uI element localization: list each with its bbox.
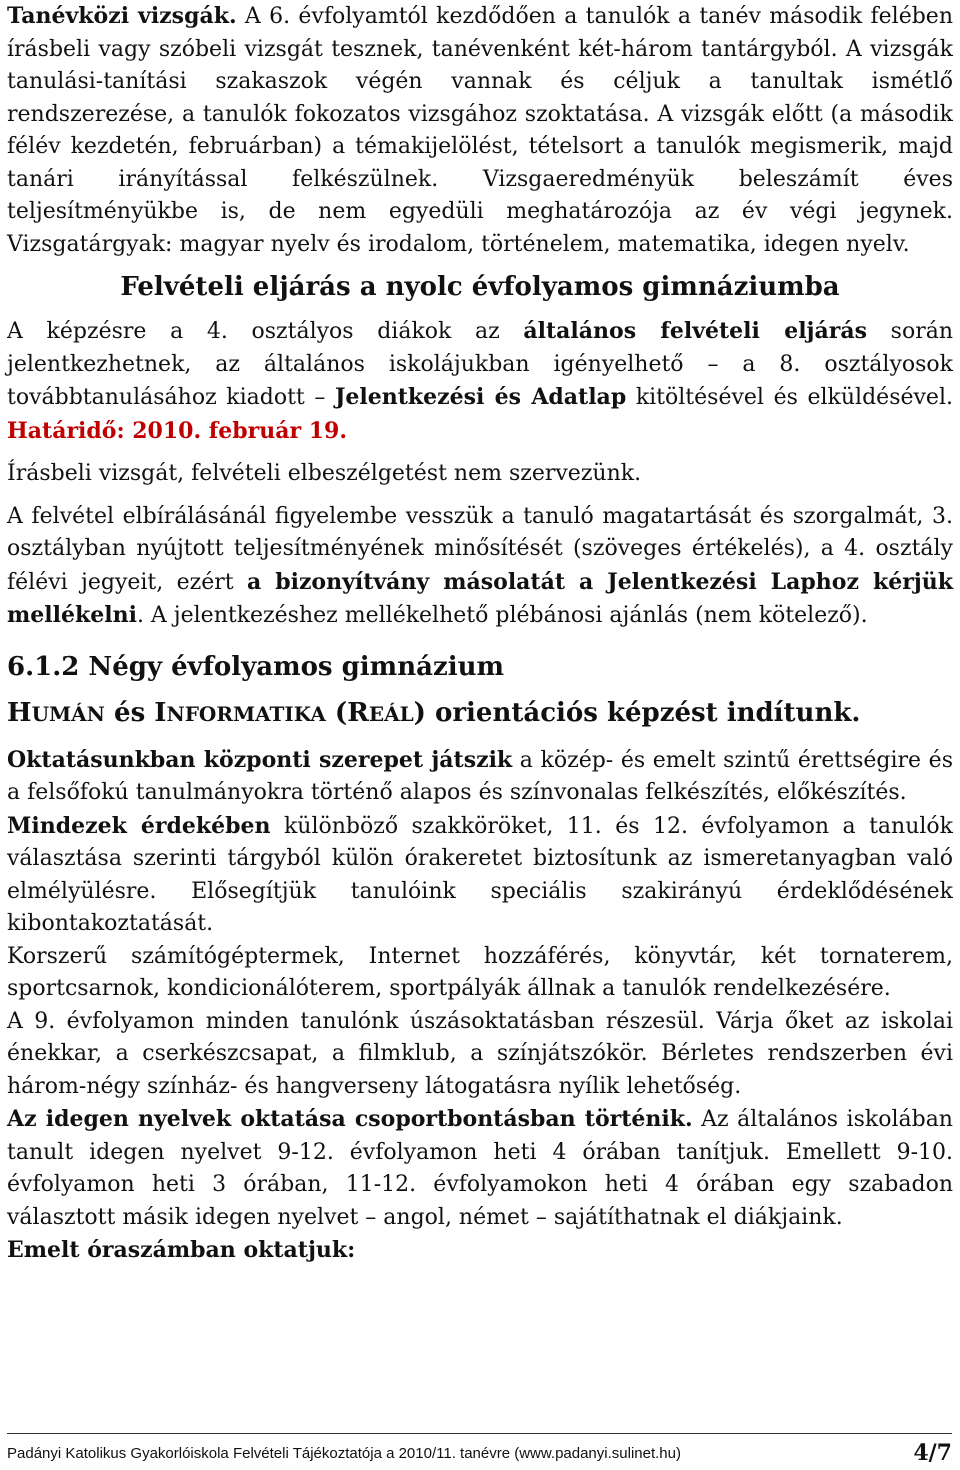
deadline-text: Határidő: 2010. február 19. — [7, 417, 348, 444]
languages-text: Az általános iskolában tanult idegen nyelvet 9-12. évfolyamon heti 4 órában tanítjuk. Emellett 9-10. évfolyamon heti 3 órában, 11-12. évfolyamokon heti 4 órában egy szabadon választott másik idegen nyelvet – angol, német – sajátíthatnak el diákjaink. — [7, 1107, 953, 1230]
admission-text-3: kitöltésével és elküldésével. — [626, 385, 953, 410]
exam-paragraph — [7, 0, 953, 261]
exam-text: A 6. évfolyamtól kezdődően a tanulók a tanév második felében írásbeli vagy szóbeli vizsgát tesznek, tanévenként két-három tantárgyból. A vizsgák tanulási-tanítási szakaszok végén vannak és céljuk a tanultak ismétlő rendszerezése, a tanulók fokozatos vizsgához szoktatása. A vizsgák előtt (a második félév kezdetén, februárban) a témakijelölést, tételsort a tanulók megismerik, majd tanári irányítással felkészülnek. Vizsgaeredményük beleszámít éves teljesítményükbe is, de nem egyedüli meghatározója az év végi jegynek. Vizsgatárgyak: magyar nyelv és irodalom, történelem, matematika, idegen nyelv. — [7, 4, 953, 257]
languages-paragraph — [7, 1103, 953, 1234]
exam-lead: Tanévközi vizsgák. — [7, 3, 237, 29]
admission-text-2: során jelentkezhetnek, az általános iskolájukban igényelhető – a 8. osztályosok továbbtanulásához kiadott – — [7, 319, 954, 410]
real-initial: R — [347, 697, 369, 728]
clubs-text: különböző szakköröket, 11. és 12. évfolyamon a tanulók választása szerinti tárgyból külön órakeretet biztosítunk az ismeretanyagban való elmélyülésre. Elősegítjük tanulóink speciális szakirányú érdeklődésének kibontakoztatását. — [7, 813, 953, 936]
clubs-paragraph — [7, 810, 953, 941]
admission-heading: Felvételi eljárás a nyolc évfolyamos gimnáziumba — [120, 272, 840, 302]
languages-bold: Az idegen nyelvek oktatása csoportbontásban történik. — [7, 1106, 693, 1132]
admission-bold-2: Jelentkezési és Adatlap — [335, 384, 627, 410]
orientation-tail: ) orientációs képzést indítunk. — [413, 697, 861, 728]
education-text: a közép- és emelt szintű érettségire és a felsőfokú tanulmányokra történő alapos és színvonalas felkészítés, előkészítés. — [7, 747, 953, 805]
facilities-paragraph: Korszerű számítógéptermek, Internet hozzáférés, könyvtár, két tornaterem, sportcsarnok, kondicionálóterem, sportpályák állnak a tanulók rendelkezésére. — [7, 943, 953, 1001]
evaluation-text-2: . A jelentkezéshez mellékelhető plébánosi ajánlás (nem kötelező). — [136, 603, 868, 628]
footer-text: Padányi Katolikus Gyakorlóiskola Felvételi Tájékoztatója a 2010/11. tanévre (www.padanyi.sulinet.hu) — [7, 1445, 681, 1462]
evaluation-paragraph — [7, 501, 953, 633]
hum-rest: UMÁN — [31, 701, 105, 726]
education-paragraph — [7, 744, 953, 810]
admission-text-1: A képzésre a 4. osztályos diákok az — [7, 319, 524, 344]
inf-initial: I — [154, 697, 167, 728]
section-heading-612: 6.1.2 Négy évfolyamos gimnázium — [7, 651, 504, 682]
activities-paragraph: A 9. évfolyamon minden tanulónk úszásoktatásban részesül. Várja őket az iskolai énekkar, a cserkészcsapat, a filmklub, a színjátszókör. Bérletes rendszerben évi három-négy színház- és hangverseny látogatásra nyílik lehetőség. — [7, 1008, 953, 1099]
real-rest: EÁL — [368, 701, 414, 726]
inf-rest: NFORMATIKA — [166, 701, 326, 726]
admission-paragraph — [7, 315, 953, 448]
es-text: és — [104, 697, 155, 728]
hum-initial: H — [7, 697, 32, 728]
evaluation-text-1: A felvétel elbírálásánál figyelembe vesszük a tanuló magatartását és szorgalmát, 3. osztályban nyújtott teljesítményének minősítését (szöveges értékelés), a 4. osztály félévi jegyeit, ezért — [7, 503, 953, 595]
document-page — [7, 0, 953, 1267]
page-number: 4/7 — [913, 1440, 952, 1466]
clubs-bold: Mindezek érdekében — [7, 812, 271, 839]
admission-bold-1: általános felvételi eljárás — [523, 318, 868, 344]
advanced-heading: Emelt óraszámban oktatjuk: — [7, 1237, 356, 1263]
page-footer — [7, 1433, 952, 1464]
paren-open: ( — [325, 697, 348, 728]
education-bold: Oktatásunkban központi szerepet játszik — [7, 746, 513, 773]
no-exam-paragraph: Írásbeli vizsgát, felvételi elbeszélgetést nem szervezünk. — [7, 461, 642, 486]
evaluation-bold: a bizonyítvány másolatát a Jelentkezési Laphoz kérjük mellékelni — [7, 568, 953, 628]
orientation-heading — [7, 693, 953, 734]
